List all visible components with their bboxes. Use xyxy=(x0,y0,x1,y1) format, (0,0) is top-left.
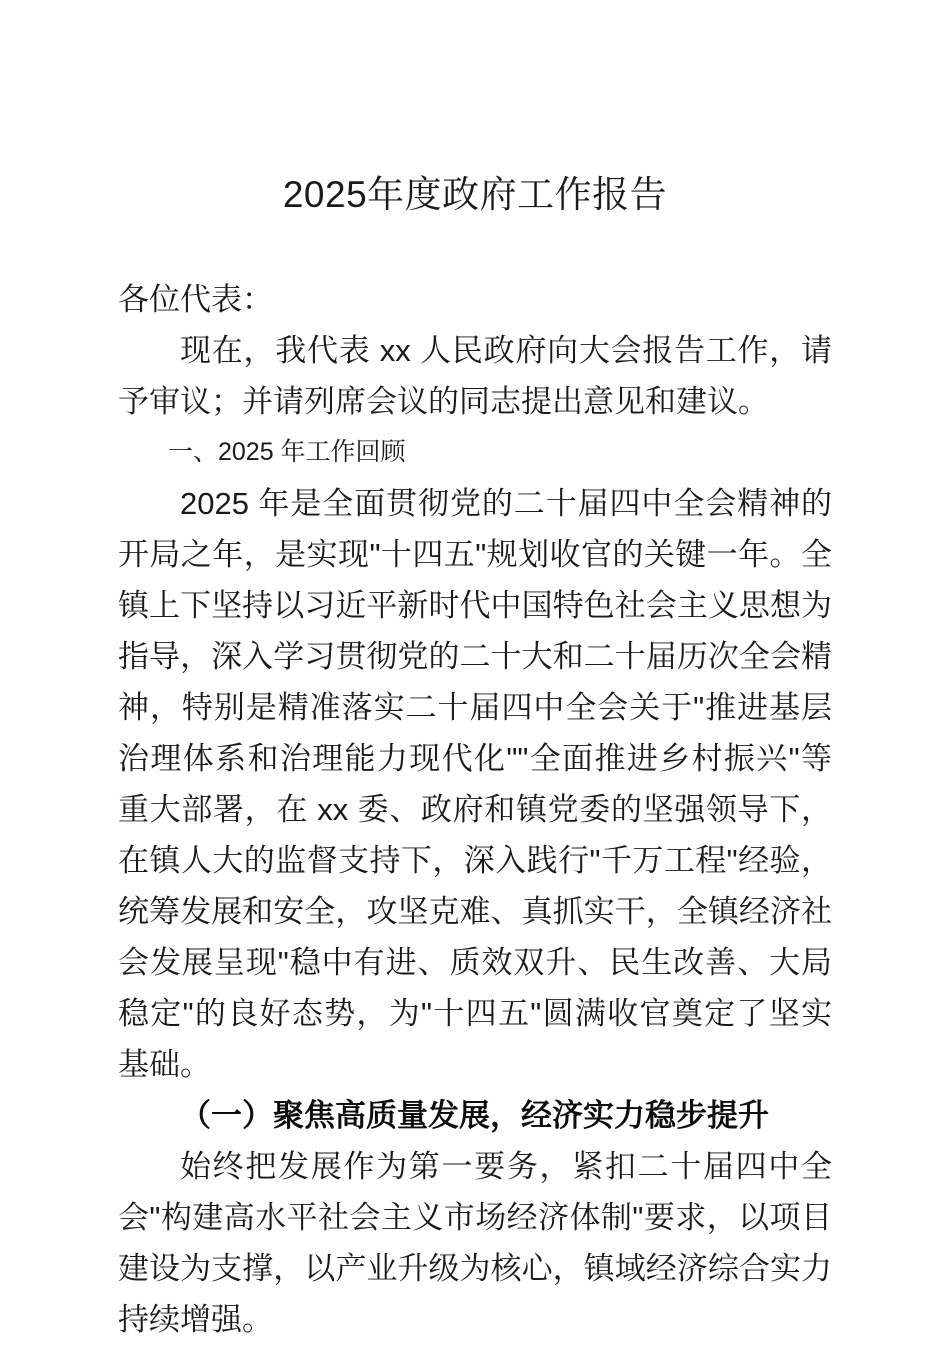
section-heading-one: 一、2025 年工作回顾 xyxy=(168,438,406,466)
subsection-one-paragraph: 始终把发展作为第一要务，紧扣二十届四中全会"构建高水平社会主义市场经济体制"要求，以项目建设为支撑，以产业升级为核心，镇域经济综合实力持续增强。 xyxy=(118,1149,832,1337)
salutation-paragraph: 各位代表： xyxy=(118,282,273,317)
section-one-paragraph: 2025 年是全面贯彻党的二十届四中全会精神的开局之年，是实现"十四五"规划收官的关键一年。全镇上下坚持以习近平新时代中国特色社会主义思想为指导，深入学习贯彻党的二十大和二十届历次全会精神，特别是精准落实二十届四中全会关于"推进基层治理体系和治理能力现代化""全面推进乡村振兴"等重大部署，在 xx 委、政府和镇党委的坚强领导下，在镇人大的监督支持下，深入践行"千万工程"经验，统筹发展和安全，攻坚克难、真抓实干，全镇经济社会发展呈现"稳中有进、质效双升、民生改善、大局稳定"的良好态势，为"十四五"圆满收官奠定了坚实基础。 xyxy=(118,486,832,1082)
subsection-heading-one: （一）聚焦高质量发展，经济实力稳步提升 xyxy=(180,1098,769,1133)
opening-paragraph: 现在，我代表 xx 人民政府向大会报告工作，请予审议；并请列席会议的同志提出意见和建议。 xyxy=(118,333,832,419)
page-title: 2025年度政府工作报告 xyxy=(282,174,668,215)
